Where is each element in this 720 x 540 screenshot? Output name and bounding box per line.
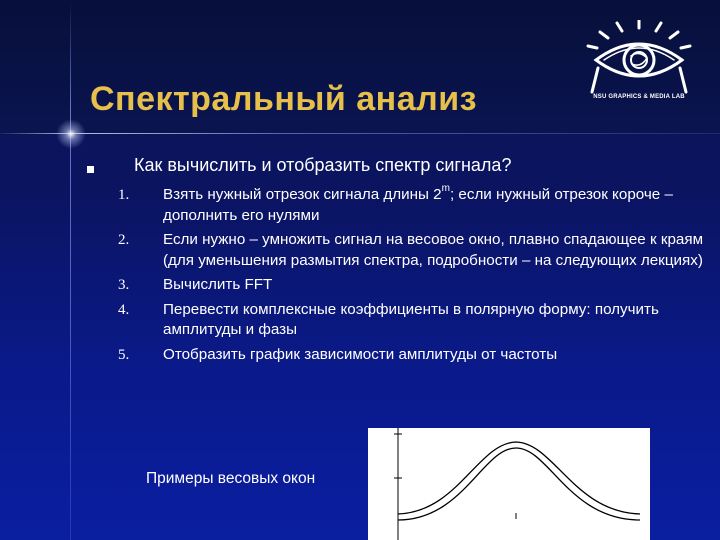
- list-item: [118, 345, 708, 366]
- window-functions-plot: [368, 428, 650, 540]
- slide-title: Спектральный анализ: [90, 80, 478, 118]
- step-number: 1.: [118, 187, 130, 203]
- step-text: Если нужно – умножить сигнал на весовое окно, плавно спадающее к краям (для уменьшения размытия спектра, подробности – на следующих лекциях): [163, 231, 704, 269]
- step-text: Взять нужный отрезок сигнала длины 2$^m$; если нужный отрезок короче – дополнить его нулями: [163, 183, 673, 224]
- logo-caption: NSU GRAPHICS & MEDIA LAB: [593, 94, 685, 100]
- main-question: Как вычислить и отобразить спектр сигнала?: [134, 155, 512, 175]
- window-examples-label: Примеры весовых окон: [146, 470, 316, 487]
- step-text: Перевести комплексные коэффициенты в полярную форму: получить амплитуды и фазы: [163, 300, 659, 338]
- step-number: 2.: [118, 232, 130, 248]
- step-number: 5.: [118, 346, 130, 363]
- vertical-decor-line: [70, 0, 71, 540]
- step-number: 4.: [118, 301, 130, 318]
- horizontal-decor-line: [0, 133, 720, 134]
- list-item: [118, 185, 708, 226]
- steps-list: [118, 185, 708, 365]
- list-item: [118, 230, 708, 271]
- list-item: [118, 300, 708, 341]
- square-bullet-icon: [87, 166, 94, 173]
- step-text: Отобразить график зависимости амплитуды от частоты: [163, 345, 558, 363]
- step-number: 3.: [118, 277, 130, 293]
- list-item: [118, 275, 708, 296]
- step-text: Вычислить FFT: [163, 276, 273, 293]
- light-spark-decor: [56, 119, 86, 149]
- step-superscript: m: [441, 183, 450, 194]
